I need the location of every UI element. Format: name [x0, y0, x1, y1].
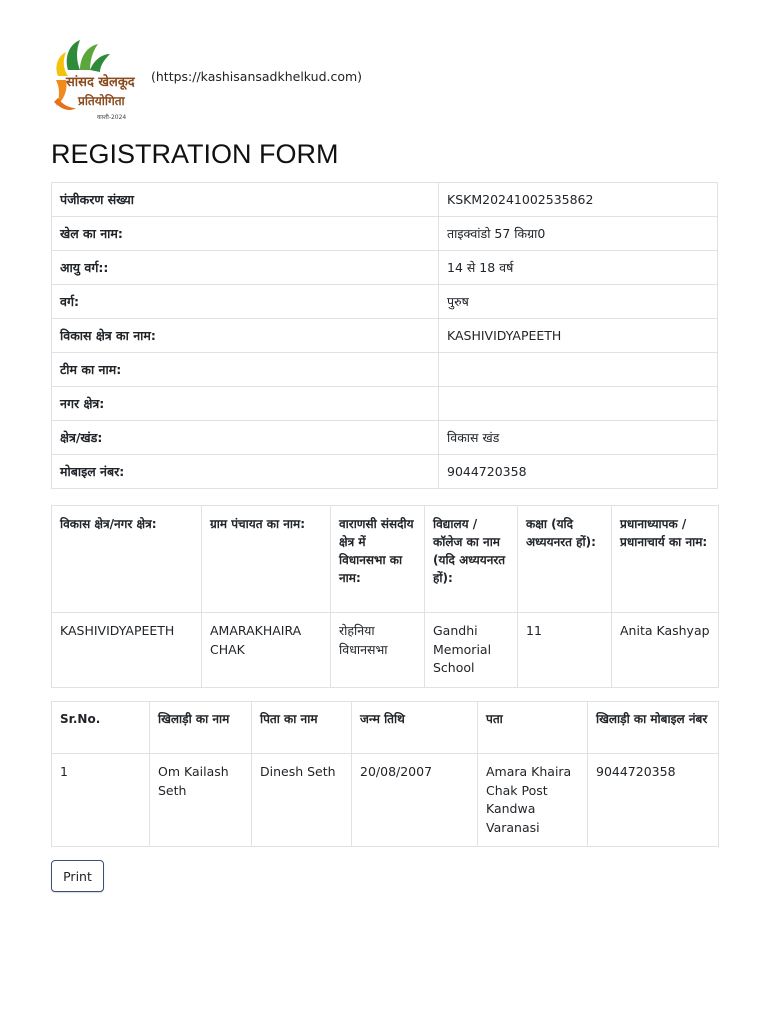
logo-graphic — [50, 36, 148, 126]
players-table — [51, 701, 719, 847]
table-header-row — [52, 506, 719, 613]
field-value: KASHIVIDYAPEETH — [439, 319, 718, 353]
column-header: विकास क्षेत्र/नगर क्षेत्र: — [52, 506, 202, 613]
field-value: KSKM20241002535862 — [439, 183, 718, 217]
logo-text-line-3: काशी-2024 — [97, 114, 127, 121]
field-label: टीम का नाम: — [52, 353, 439, 387]
table-cell: रोहनिया विधानसभा — [331, 613, 425, 688]
column-header: खिलाड़ी का नाम — [150, 702, 252, 754]
field-label: वर्ग: — [52, 285, 439, 319]
column-header: Sr.No. — [52, 702, 150, 754]
school-details-table — [51, 505, 719, 688]
table-cell: 9044720358 — [588, 754, 719, 847]
field-value — [439, 387, 718, 421]
table-row — [52, 285, 718, 319]
table-cell: 1 — [52, 754, 150, 847]
field-label: नगर क्षेत्र: — [52, 387, 439, 421]
table-cell: Dinesh Seth — [252, 754, 352, 847]
table-cell: Amara Khaira Chak Post Kandwa Varanasi — [478, 754, 588, 847]
table-row — [52, 251, 718, 285]
page-title: REGISTRATION FORM — [51, 139, 339, 169]
column-header: कक्षा (यदि अध्ययनरत हों): — [518, 506, 612, 613]
table-row — [52, 613, 719, 688]
print-button[interactable]: Print — [51, 860, 104, 892]
logo-text-line-1: सांसद खेलकूद — [66, 75, 135, 90]
table-row — [52, 421, 718, 455]
field-label: खेल का नाम: — [52, 217, 439, 251]
column-header: जन्म तिथि — [352, 702, 478, 754]
table-header-row — [52, 702, 719, 754]
column-header: खिलाड़ी का मोबाइल नंबर — [588, 702, 719, 754]
column-header: ग्राम पंचायत का नाम: — [202, 506, 331, 613]
column-header: वाराणसी संसदीय क्षेत्र में विधानसभा का नाम: — [331, 506, 425, 613]
sansad-khelkud-logo — [50, 36, 148, 126]
column-header: विद्यालय / कॉलेज का नाम (यदि अध्ययनरत हों): — [425, 506, 518, 613]
table-row — [52, 754, 719, 847]
registration-details-table — [51, 182, 718, 489]
field-value: 9044720358 — [439, 455, 718, 489]
table-cell: Anita Kashyap — [612, 613, 719, 688]
field-label: आयु वर्ग:: — [52, 251, 439, 285]
field-label: विकास क्षेत्र का नाम: — [52, 319, 439, 353]
field-value — [439, 353, 718, 387]
field-value: ताइक्वांडो 57 किग्रा0 — [439, 217, 718, 251]
logo-text-line-2: प्रतियोगिता — [78, 94, 125, 108]
column-header: पिता का नाम — [252, 702, 352, 754]
table-row — [52, 217, 718, 251]
table-cell: 20/08/2007 — [352, 754, 478, 847]
table-cell: AMARAKHAIRA CHAK — [202, 613, 331, 688]
field-label: पंजीकरण संख्या — [52, 183, 439, 217]
field-label: मोबाइल नंबर: — [52, 455, 439, 489]
field-value: 14 से 18 वर्ष — [439, 251, 718, 285]
table-row — [52, 387, 718, 421]
column-header: पता — [478, 702, 588, 754]
site-url-link[interactable]: (https://kashisansadkhelkud.com) — [151, 69, 363, 84]
column-header: प्रधानाध्यापक / प्रधानाचार्य का नाम: — [612, 506, 719, 613]
table-row — [52, 455, 718, 489]
field-value: विकास खंड — [439, 421, 718, 455]
table-cell: KASHIVIDYAPEETH — [52, 613, 202, 688]
table-cell: Gandhi Memorial School — [425, 613, 518, 688]
table-cell: 11 — [518, 613, 612, 688]
site-header — [50, 36, 550, 126]
table-cell: Om Kailash Seth — [150, 754, 252, 847]
table-row — [52, 353, 718, 387]
table-row — [52, 319, 718, 353]
table-row — [52, 183, 718, 217]
field-value: पुरुष — [439, 285, 718, 319]
field-label: क्षेत्र/खंड: — [52, 421, 439, 455]
